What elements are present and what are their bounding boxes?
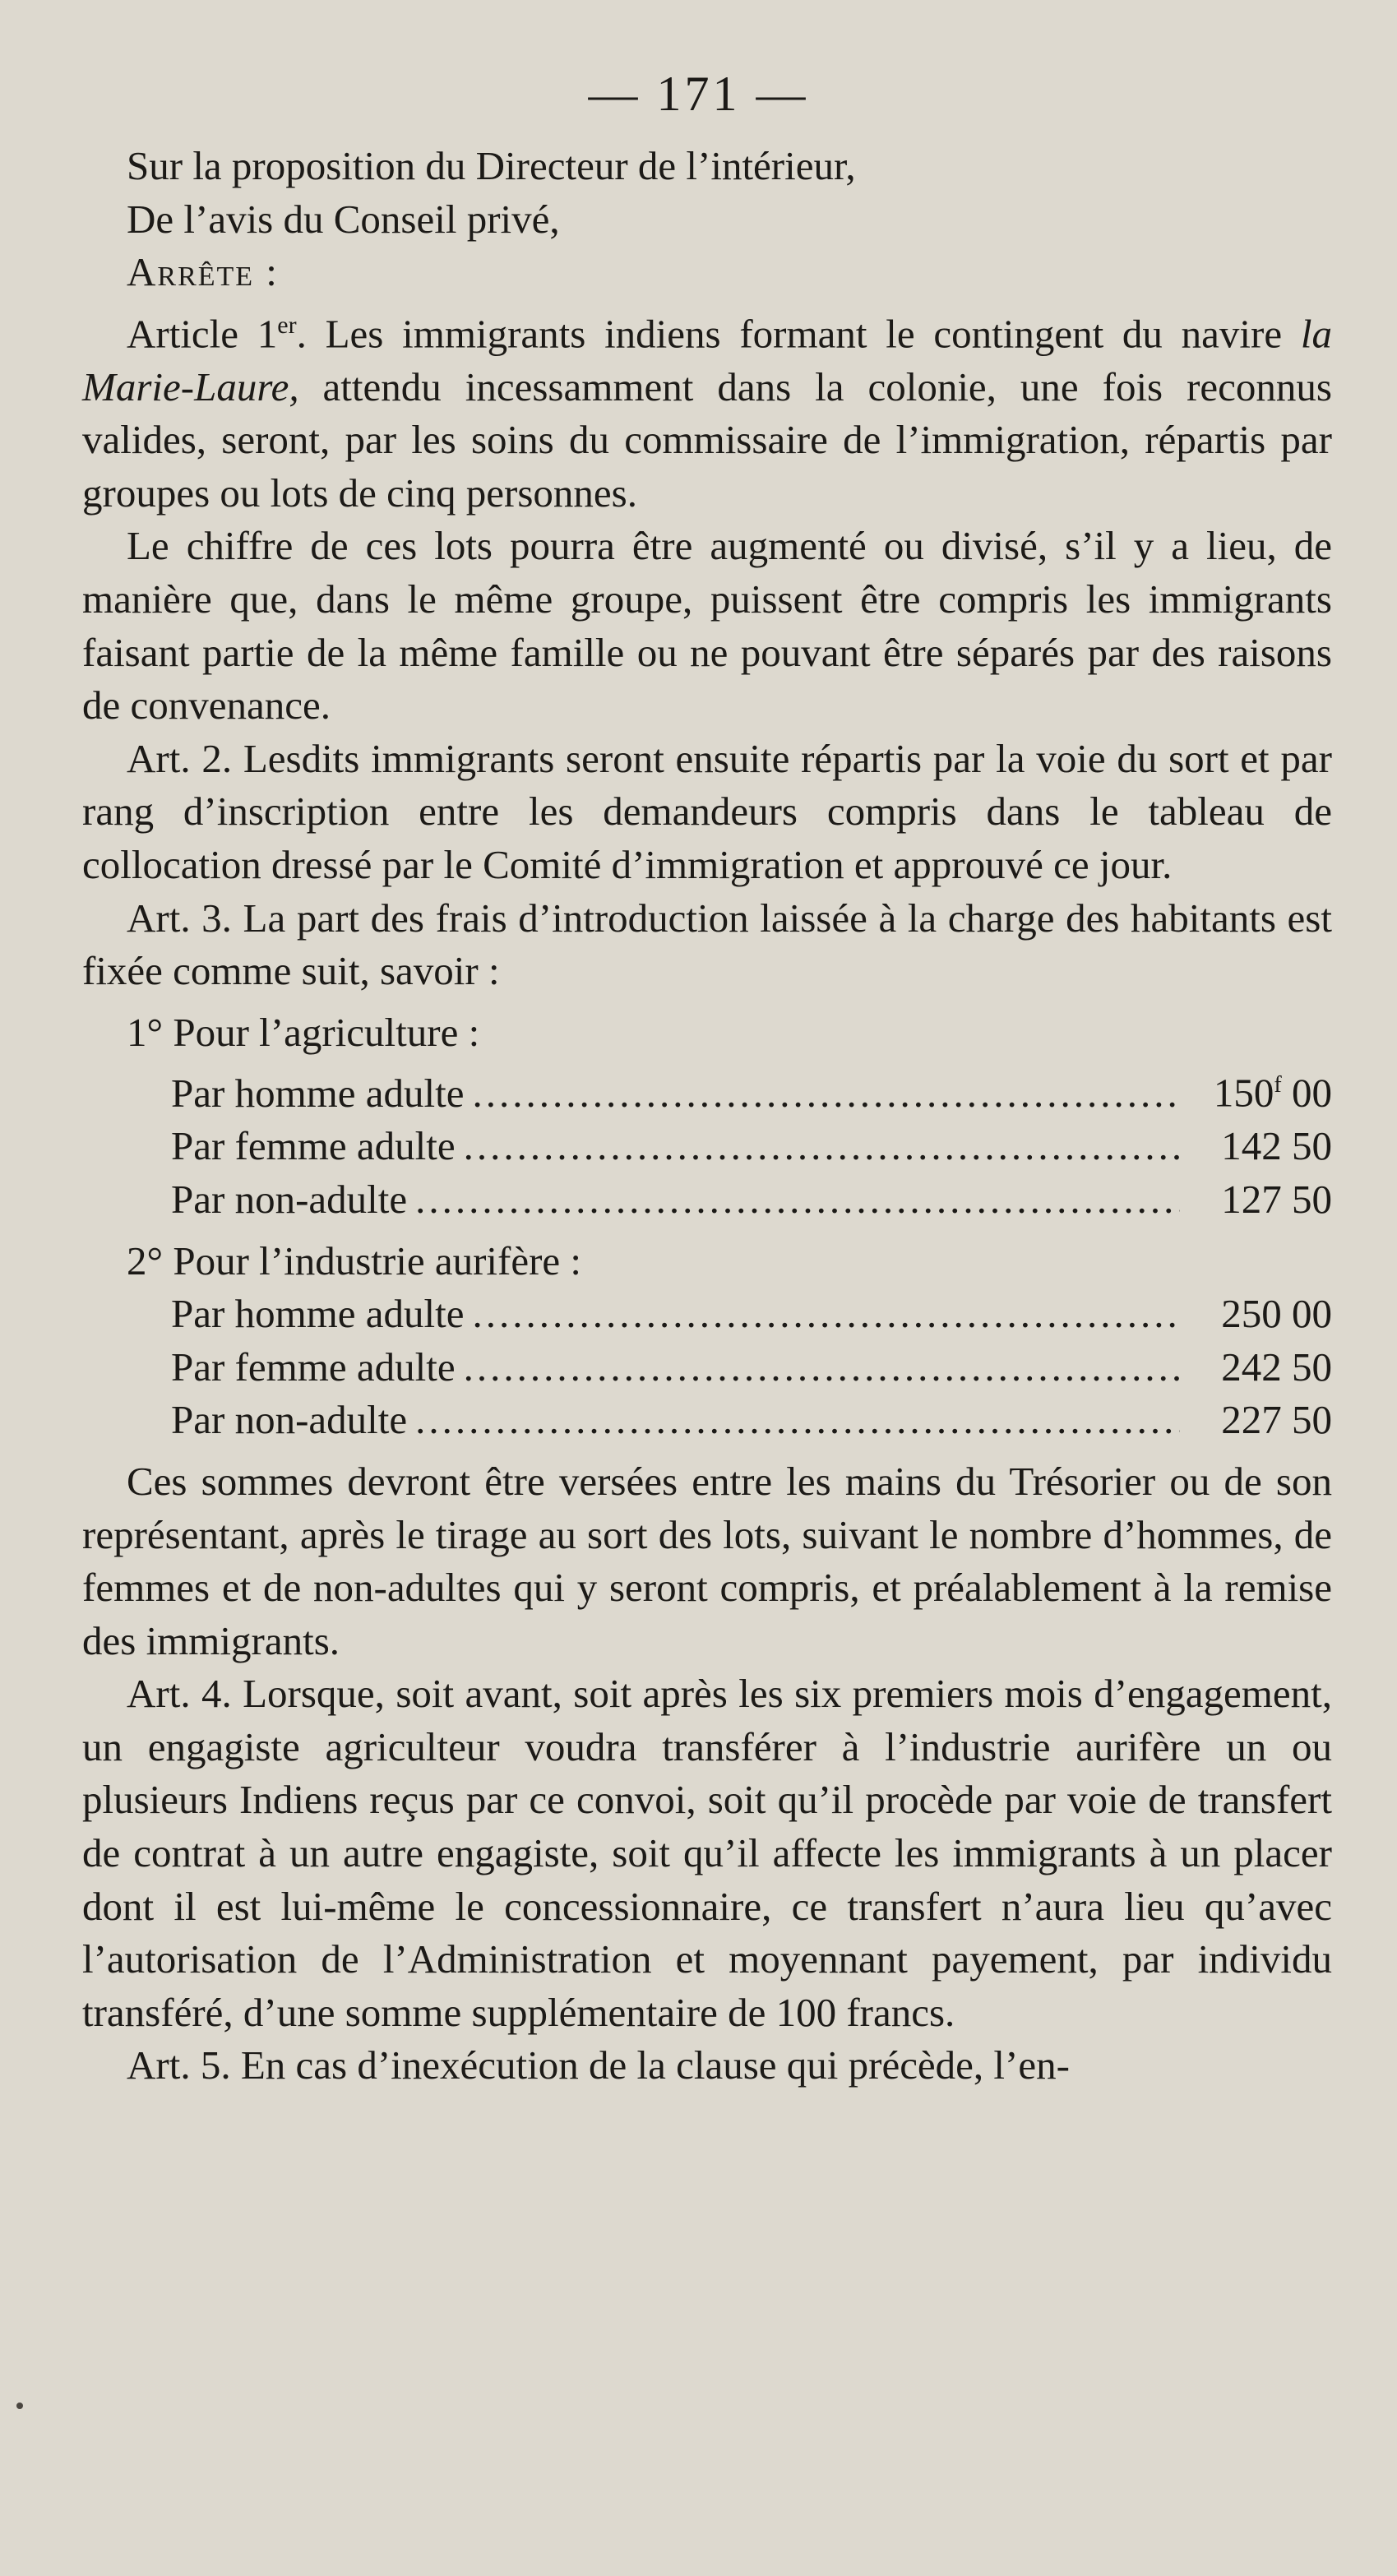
fee-label: Par femme adulte <box>171 1123 456 1169</box>
fee-row <box>82 1120 1332 1173</box>
fee-table-agriculture <box>82 1006 1332 1227</box>
paragraph-payment: Ces sommes devront être versées entre les mains du Trésorier ou de son représentant, après le tirage au sort des lots, suivant le nombre d’hommes, de femmes et de non-adultes qui y seront compris, et préalablement à la remise des immigrants. <box>82 1458 1332 1663</box>
leader-dots <box>464 1341 1180 1394</box>
fee-label: Par homme adulte <box>171 1070 465 1116</box>
leader-dots <box>464 1120 1180 1173</box>
fee-heading-gold: 2° Pour l’industrie aurifère : <box>127 1237 581 1283</box>
fee-row <box>82 1394 1332 1447</box>
article-1-text-b: attendu incessamment dans la colonie, une fois reconnus valides, seront, par les soins du commissaire de l’immigration, répartis par groupes ou lots de cinq personnes. <box>82 363 1332 516</box>
paragraph-conseil: De l’avis du Conseil privé, <box>127 196 560 242</box>
fee-amount: 127 50 <box>1221 1176 1332 1222</box>
page-number-header: — 171 — <box>588 67 809 121</box>
fee-label: Par non-adulte <box>171 1176 408 1222</box>
fee-heading-agriculture: 1° Pour l’agriculture : <box>127 1009 480 1055</box>
fee-label: Par non-adulte <box>171 1397 408 1443</box>
article-5: Art. 5. En cas d’inexécution de la clause qui précède, l’en- <box>127 2042 1070 2088</box>
fee-row <box>82 1173 1332 1227</box>
leader-dots <box>473 1067 1180 1121</box>
article-3: Art. 3. La part des frais d’introduction laissée à la charge des habitants est fixée comme suit, savoir : <box>82 895 1332 994</box>
ink-spot <box>16 2403 23 2409</box>
document-body <box>82 133 1332 2093</box>
fee-amount: 227 50 <box>1221 1397 1332 1443</box>
leader-dots <box>473 1288 1180 1341</box>
leader-dots <box>415 1173 1180 1227</box>
fee-amount: 150$^f$ 00 <box>1213 1070 1332 1116</box>
fee-row <box>82 1288 1332 1341</box>
fee-amount: 250 00 <box>1221 1291 1332 1337</box>
paragraph-proposition: Sur la proposition du Directeur de l’intérieur, <box>127 143 856 188</box>
fee-label: Par homme adulte <box>171 1291 465 1337</box>
article-1 <box>82 299 1332 520</box>
article-1-text-a: . Les immigrants indiens formant le contingent du navire <box>296 311 1301 357</box>
fee-table-gold <box>82 1235 1332 1447</box>
fee-amount: 142 50 <box>1221 1123 1332 1169</box>
article-4: Art. 4. Lorsque, soit avant, soit après les six premiers mois d’engagement, un engagiste agriculteur voudra transférer à l’industrie aurifère un ou plusieurs Indiens reçus par ce convoi, soit qu’il procède par voie de transfert de contrat à un autre engagiste, soit qu’il affecte les immigrants à un placer dont il est lui-même le concessionnaire, ce transfert n’aura lieu qu’avec l’autorisation de l’Administration et moyennant payement, par individu transféré, d’une somme supplémentaire de 100 francs. <box>82 1671 1332 2035</box>
fee-amount: 242 50 <box>1221 1343 1332 1390</box>
arrete-heading: Arrête : <box>127 249 279 295</box>
ship-name: la Marie-Laure, <box>82 311 1332 409</box>
article-2: Art. 2. Lesdits immigrants seront ensuite répartis par la voie du sort et par rang d’inscription entre les demandeurs compris dans le tableau de collocation dressé par le Comité d’immigration et approuvé ce jour. <box>82 735 1332 888</box>
fee-row <box>82 1341 1332 1394</box>
leader-dots <box>415 1394 1180 1447</box>
article-1-label: Article 1 <box>127 311 278 357</box>
fee-label: Par femme adulte <box>171 1343 456 1390</box>
article-1-superscript: er <box>277 311 297 339</box>
paragraph-lots: Le chiffre de ces lots pourra être augmenté ou divisé, s’il y a lieu, de manière que, dans le même groupe, puissent être compris les immigrants faisant partie de la même famille ou ne pouvant être séparés par des raisons de convenance. <box>82 523 1332 728</box>
fee-row <box>82 1059 1332 1120</box>
